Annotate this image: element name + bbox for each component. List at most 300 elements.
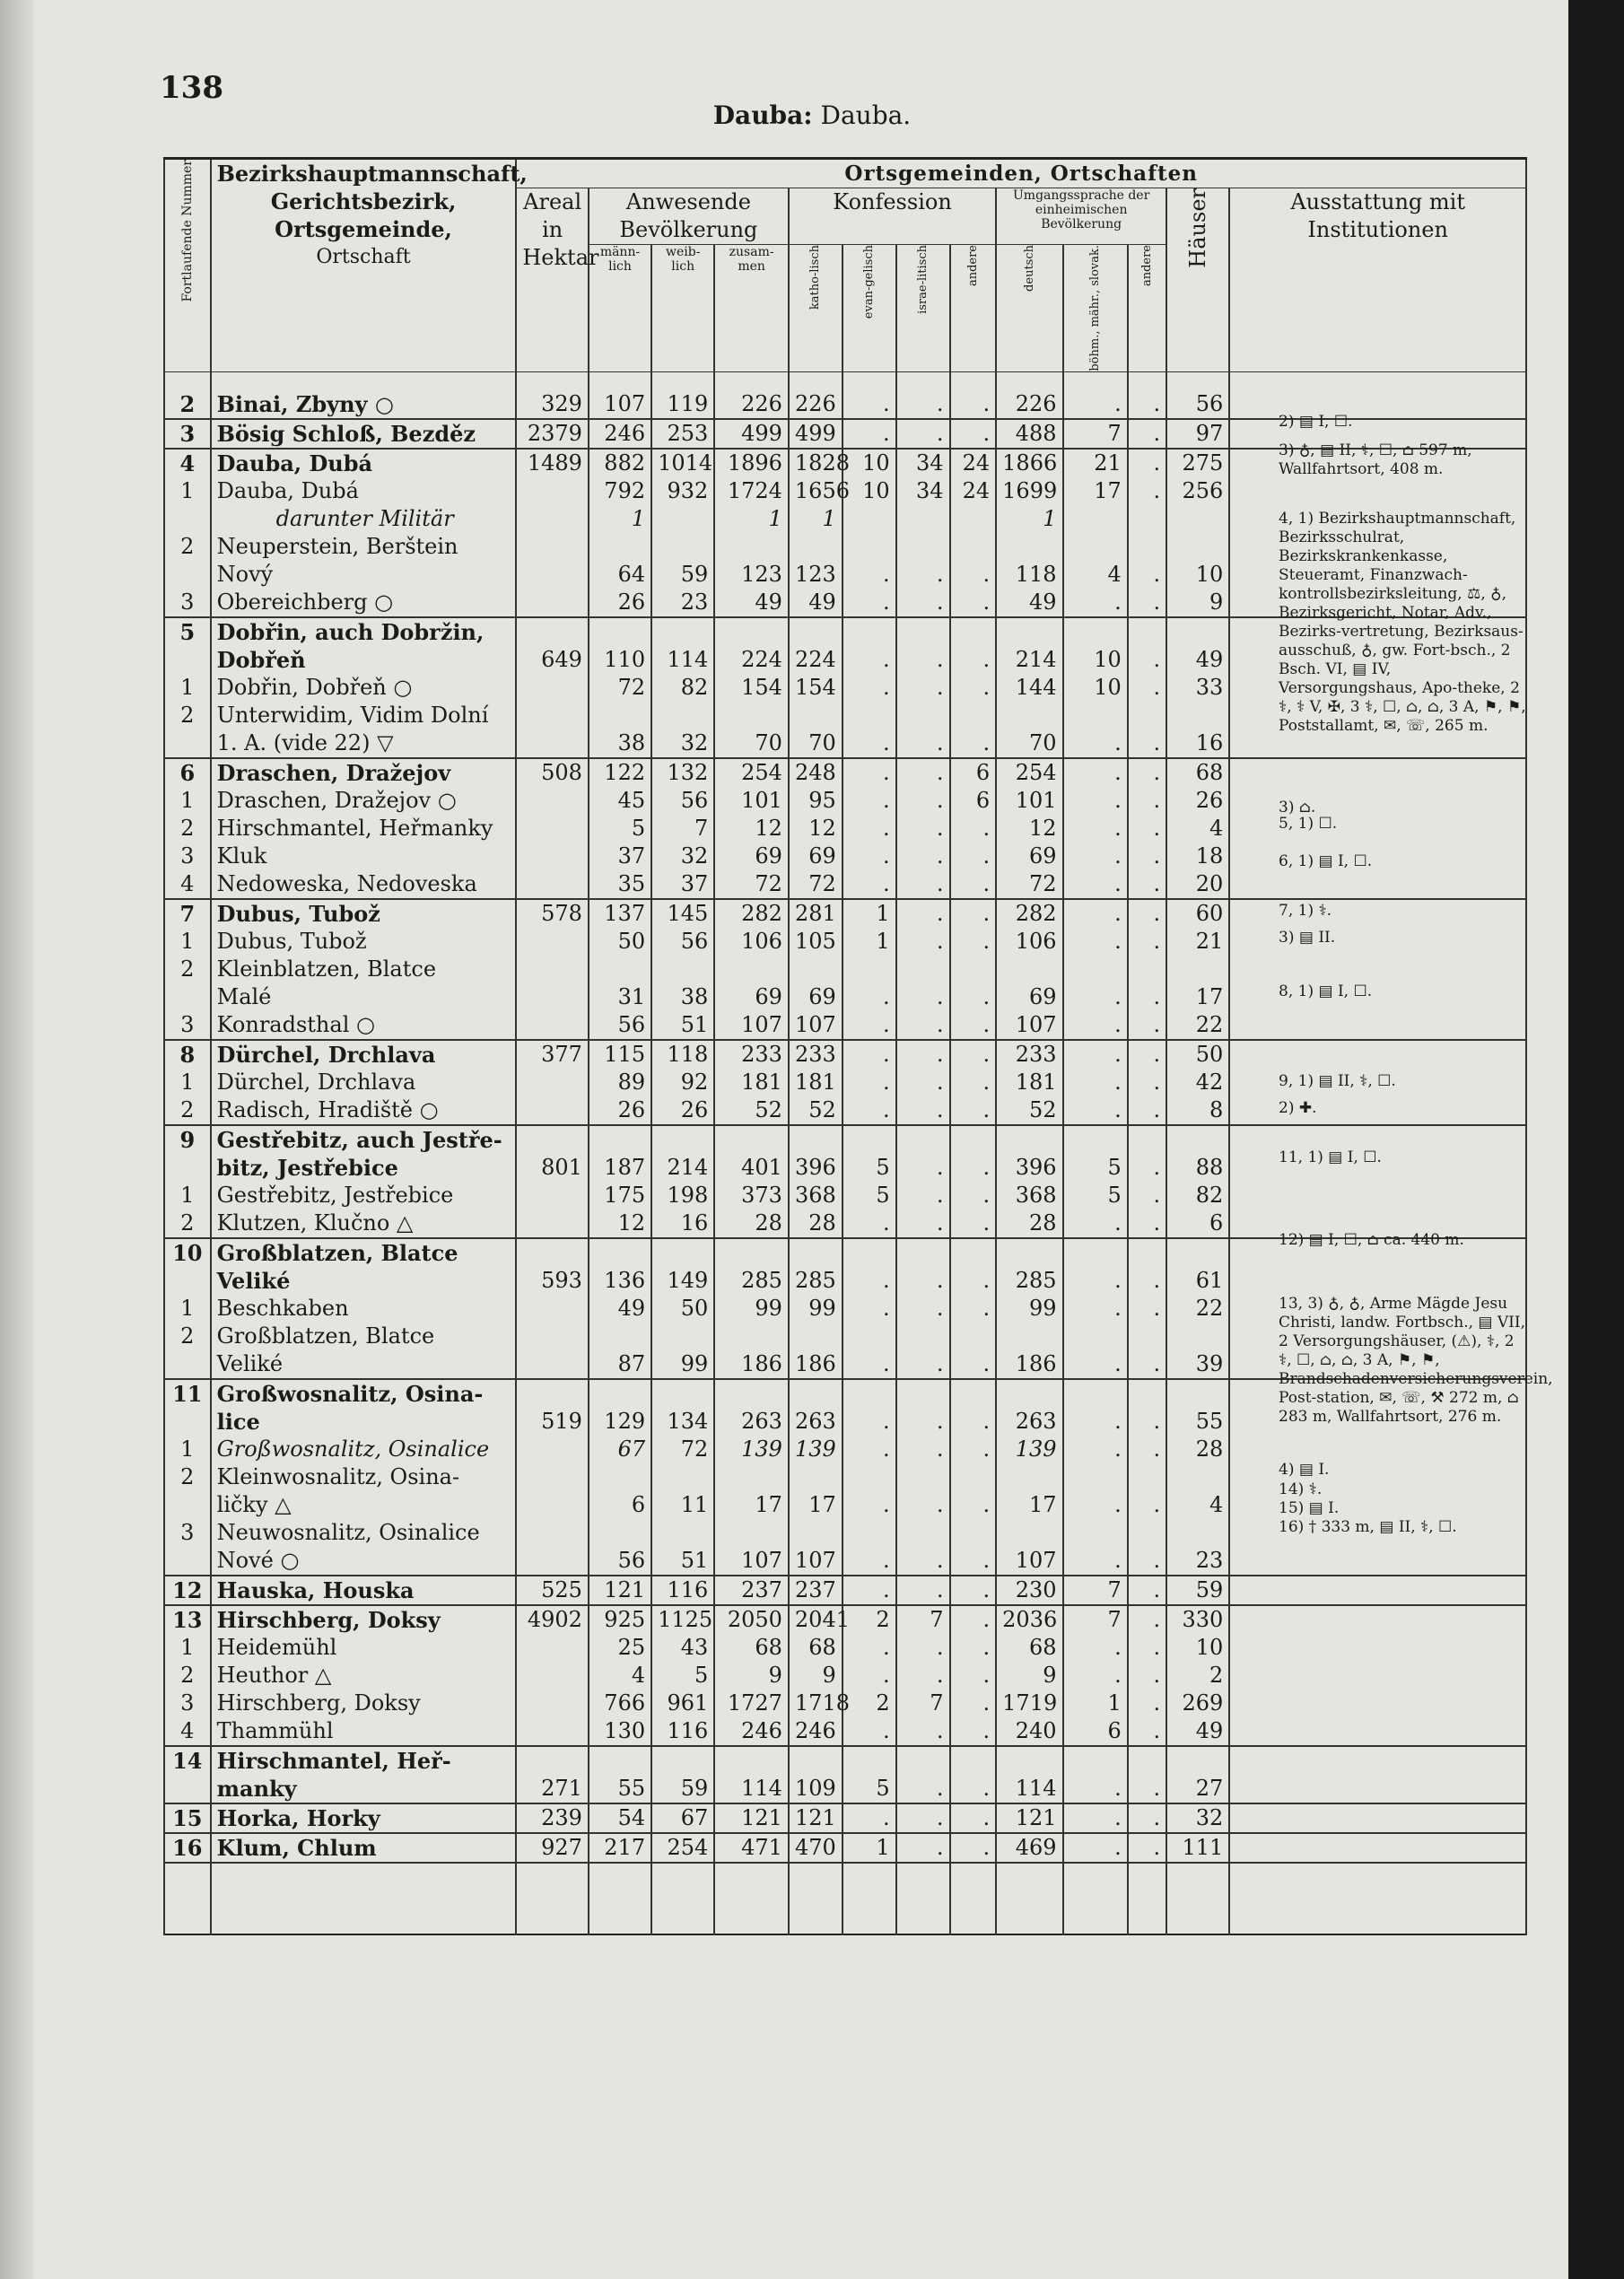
cell-ev: 1: [843, 899, 896, 928]
cell-ev: .: [843, 646, 896, 674]
cell-ev: 5: [843, 1154, 896, 1182]
cell-m: 72: [589, 674, 651, 702]
cell-ev: .: [843, 983, 896, 1011]
table-row: [164, 956, 1526, 983]
place-name: Gestřebitz, auch Jestře-: [211, 1125, 517, 1154]
cell-bo: [1063, 956, 1128, 983]
cell-de: 106: [996, 928, 1062, 956]
cell-w: [651, 1379, 714, 1408]
cell-areal: [516, 1519, 589, 1547]
cell-an2: .: [1128, 758, 1166, 787]
cell-z: 69: [714, 843, 789, 870]
row-number: 1: [164, 928, 211, 956]
cell-z: 226: [714, 390, 789, 419]
ausstattung-entry: 12) ▤ I, ☐, ⌂ ca. 440 m.: [1279, 1231, 1464, 1249]
cell-bo: [1063, 617, 1128, 646]
cell-and: .: [950, 1605, 997, 1634]
row-number: 2: [164, 1323, 211, 1350]
cell-kat: 368: [789, 1182, 843, 1209]
cell-hs: 50: [1166, 1040, 1229, 1069]
header-zusammen: zusam-men: [714, 245, 789, 372]
place-name: Hauska, Houska: [211, 1576, 517, 1605]
cell-and: [950, 956, 997, 983]
scan-dark-edge: [1568, 0, 1624, 2279]
cell-z: [714, 1463, 789, 1491]
row-number: 2: [164, 1096, 211, 1125]
row-number: 1: [164, 1634, 211, 1662]
cell-an2: .: [1128, 1295, 1166, 1323]
place-name: Veliké: [211, 1267, 517, 1295]
cell-areal: 239: [516, 1803, 589, 1833]
cell-bo: .: [1063, 1547, 1128, 1576]
cell-w: 254: [651, 1833, 714, 1863]
cell-bo: 5: [1063, 1182, 1128, 1209]
cell-de: 240: [996, 1717, 1062, 1746]
cell-bo: [1063, 533, 1128, 561]
cell-an2: .: [1128, 899, 1166, 928]
running-title: [0, 100, 1624, 130]
table-row: [164, 477, 1526, 505]
cell-areal: 578: [516, 899, 589, 928]
row-number: 3: [164, 843, 211, 870]
cell-de: 233: [996, 1040, 1062, 1069]
cell-z: 1896: [714, 449, 789, 477]
cell-and: .: [950, 1408, 997, 1436]
cell-an2: .: [1128, 1069, 1166, 1096]
cell-isr: .: [896, 870, 950, 899]
table-row: [164, 1833, 1526, 1863]
cell-z: 139: [714, 1436, 789, 1463]
cell-hs: 32: [1166, 1803, 1229, 1833]
cell-an2: .: [1128, 1662, 1166, 1690]
cell-ev: 10: [843, 449, 896, 477]
cell-w: [651, 617, 714, 646]
place-name: Großwosnalitz, Osina-: [211, 1379, 517, 1408]
header-ortsgemeinden: Ortsgemeinden, Ortschaften: [516, 159, 1526, 188]
cell-kat: 109: [789, 1775, 843, 1803]
cell-w: [651, 1323, 714, 1350]
table-row: [164, 870, 1526, 899]
row-number: 6: [164, 758, 211, 787]
cell-and: .: [950, 1803, 997, 1833]
cell-w: 149: [651, 1267, 714, 1295]
cell-ev: [843, 1323, 896, 1350]
ausstattung-entry: 13, 3) ♁, ♁, Arme Mägde Jesu Christi, landw. Fortbsch., ▤ VII, 2 Versorgungshäuser, (⚠), ⚕, 2 ⚕, ☐, ⌂, ⌂, 3 A, ⚑, ⚑, Brandschadenversicherungsverein, Post-station, ✉, ☏, ⚒ 272 m, ⌂ 283 m, Wallfahrtsort, 276 m.: [1279, 1295, 1553, 1426]
cell-an2: [1128, 956, 1166, 983]
cell-an2: .: [1128, 561, 1166, 589]
cell-an2: .: [1128, 589, 1166, 617]
row-number: 3: [164, 589, 211, 617]
place-name: Horka, Horky: [211, 1803, 517, 1833]
row-number: 1: [164, 1069, 211, 1096]
table-row: [164, 1576, 1526, 1605]
cell-ev: .: [843, 674, 896, 702]
cell-ev: .: [843, 390, 896, 419]
cell-and: .: [950, 1069, 997, 1096]
cell-de: 181: [996, 1069, 1062, 1096]
cell-ev: 2: [843, 1690, 896, 1717]
cell-areal: 4902: [516, 1605, 589, 1634]
cell-areal: 377: [516, 1040, 589, 1069]
table-row: [164, 1717, 1526, 1746]
cell-de: [996, 617, 1062, 646]
cell-an2: .: [1128, 1775, 1166, 1803]
cell-and: .: [950, 1717, 997, 1746]
place-name: Beschkaben: [211, 1295, 517, 1323]
cell-hs: [1166, 956, 1229, 983]
cell-hs: 275: [1166, 449, 1229, 477]
cell-z: [714, 1125, 789, 1154]
row-number: [164, 1775, 211, 1803]
cell-areal: [516, 870, 589, 899]
cell-bo: 7: [1063, 1605, 1128, 1634]
cell-areal: 593: [516, 1267, 589, 1295]
cell-de: [996, 1519, 1062, 1547]
cell-areal: [516, 928, 589, 956]
cell-w: [651, 956, 714, 983]
cell-and: .: [950, 928, 997, 956]
cell-ev: .: [843, 870, 896, 899]
cell-isr: .: [896, 1634, 950, 1662]
running-title-rest: Dauba.: [820, 100, 912, 130]
cell-and: .: [950, 815, 997, 843]
cell-areal: [516, 983, 589, 1011]
place-name: Neuperstein, Berštein: [211, 533, 517, 561]
cell-m: 26: [589, 589, 651, 617]
cell-bo: .: [1063, 928, 1128, 956]
row-number: 1: [164, 674, 211, 702]
cell-m: 31: [589, 983, 651, 1011]
row-number: 3: [164, 1519, 211, 1547]
cell-areal: [516, 729, 589, 758]
cell-ausstattung: [1229, 1011, 1526, 1040]
cell-w: 72: [651, 1436, 714, 1463]
cell-ausstattung: [1229, 1634, 1526, 1662]
cell-w: [651, 505, 714, 533]
cell-areal: 927: [516, 1833, 589, 1863]
cell-z: 123: [714, 561, 789, 589]
cell-areal: [516, 505, 589, 533]
cell-an2: .: [1128, 1154, 1166, 1182]
cell-m: 45: [589, 787, 651, 815]
cell-kat: 139: [789, 1436, 843, 1463]
cell-m: 792: [589, 477, 651, 505]
cell-w: 99: [651, 1350, 714, 1379]
row-number: 3: [164, 419, 211, 449]
cell-isr: .: [896, 1833, 950, 1863]
header-nr: Fortlaufende Nummer: [164, 159, 211, 372]
header-konfession: Konfession: [789, 188, 996, 245]
cell-w: [651, 1125, 714, 1154]
cell-w: 56: [651, 787, 714, 815]
cell-an2: .: [1128, 390, 1166, 419]
place-name: Klutzen, Klučno △: [211, 1209, 517, 1238]
page-number: 138: [160, 70, 223, 106]
ausstattung-entry: 2) ▤ I, ☐.: [1279, 413, 1353, 431]
row-number: 2: [164, 1209, 211, 1238]
cell-isr: .: [896, 843, 950, 870]
cell-isr: .: [896, 646, 950, 674]
cell-bo: 21: [1063, 449, 1128, 477]
cell-areal: [516, 1096, 589, 1125]
cell-areal: [516, 1238, 589, 1267]
cell-ev: [843, 617, 896, 646]
place-name: Bösig Schloß, Bezděz: [211, 419, 517, 449]
cell-ev: .: [843, 1634, 896, 1662]
cell-kat: 95: [789, 787, 843, 815]
cell-bo: .: [1063, 1803, 1128, 1833]
cell-an2: [1128, 1379, 1166, 1408]
cell-hs: 9: [1166, 589, 1229, 617]
cell-hs: 18: [1166, 843, 1229, 870]
cell-de: 469: [996, 1833, 1062, 1863]
place-name: Heidemühl: [211, 1634, 517, 1662]
cell-de: 1: [996, 505, 1062, 533]
cell-isr: [896, 1125, 950, 1154]
cell-z: 69: [714, 983, 789, 1011]
cell-ev: [843, 505, 896, 533]
cell-m: 49: [589, 1295, 651, 1323]
cell-w: 214: [651, 1154, 714, 1182]
cell-z: 107: [714, 1011, 789, 1040]
cell-areal: [516, 1350, 589, 1379]
cell-hs: [1166, 1746, 1229, 1775]
cell-w: 59: [651, 561, 714, 589]
place-name: ličky △: [211, 1491, 517, 1519]
row-number: 2: [164, 956, 211, 983]
place-name: 1. A. (vide 22) ▽: [211, 729, 517, 758]
place-name: Veliké: [211, 1350, 517, 1379]
cell-de: 2036: [996, 1605, 1062, 1634]
cell-z: 263: [714, 1408, 789, 1436]
row-number: [164, 561, 211, 589]
cell-bo: .: [1063, 1267, 1128, 1295]
row-number: 2: [164, 815, 211, 843]
cell-z: 17: [714, 1491, 789, 1519]
cell-ausstattung: [1229, 956, 1526, 983]
cell-hs: 61: [1166, 1267, 1229, 1295]
cell-isr: .: [896, 928, 950, 956]
cell-ev: .: [843, 1717, 896, 1746]
cell-ev: [843, 1125, 896, 1154]
cell-an2: .: [1128, 983, 1166, 1011]
cell-ev: 1: [843, 928, 896, 956]
cell-ev: .: [843, 1209, 896, 1238]
cell-and: [950, 1379, 997, 1408]
cell-kat: 1828: [789, 449, 843, 477]
cell-w: [651, 702, 714, 729]
cell-areal: [516, 1634, 589, 1662]
cell-isr: [896, 1379, 950, 1408]
cell-z: 68: [714, 1634, 789, 1662]
cell-isr: .: [896, 1547, 950, 1576]
cell-areal: [516, 787, 589, 815]
cell-an2: .: [1128, 1209, 1166, 1238]
cell-de: 52: [996, 1096, 1062, 1125]
cell-an2: .: [1128, 1690, 1166, 1717]
cell-areal: [516, 1547, 589, 1576]
cell-w: [651, 1746, 714, 1775]
cell-hs: 27: [1166, 1775, 1229, 1803]
cell-an2: [1128, 1519, 1166, 1547]
cell-areal: [516, 1295, 589, 1323]
cell-ev: .: [843, 589, 896, 617]
header-katholisch: katho-lisch: [789, 245, 843, 372]
table-row: [164, 1775, 1526, 1803]
cell-kat: 12: [789, 815, 843, 843]
row-number: 5: [164, 617, 211, 646]
cell-kat: 246: [789, 1717, 843, 1746]
cell-de: 285: [996, 1267, 1062, 1295]
header-areal: Areal in Hektar: [516, 188, 589, 372]
cell-ev: [843, 702, 896, 729]
cell-isr: .: [896, 1267, 950, 1295]
cell-an2: [1128, 1746, 1166, 1775]
cell-an2: .: [1128, 674, 1166, 702]
place-name: Großwosnalitz, Osinalice: [211, 1436, 517, 1463]
ausstattung-entry: 11, 1) ▤ I, ☐.: [1279, 1148, 1382, 1166]
cell-m: [589, 1125, 651, 1154]
cell-m: 122: [589, 758, 651, 787]
cell-de: 107: [996, 1011, 1062, 1040]
cell-de: 68: [996, 1634, 1062, 1662]
cell-w: 961: [651, 1690, 714, 1717]
cell-ev: 5: [843, 1775, 896, 1803]
cell-w: 51: [651, 1011, 714, 1040]
cell-ev: 1: [843, 1833, 896, 1863]
table-row: [164, 1605, 1526, 1634]
cell-de: [996, 1746, 1062, 1775]
cell-m: [589, 956, 651, 983]
cell-bo: .: [1063, 589, 1128, 617]
cell-areal: [516, 1662, 589, 1690]
cell-de: 17: [996, 1491, 1062, 1519]
cell-hs: 39: [1166, 1350, 1229, 1379]
cell-and: .: [950, 1436, 997, 1463]
row-number: 4: [164, 870, 211, 899]
cell-z: 224: [714, 646, 789, 674]
cell-de: [996, 956, 1062, 983]
cell-an2: .: [1128, 1491, 1166, 1519]
cell-ev: .: [843, 1267, 896, 1295]
place-name: Hirschmantel, Heř-: [211, 1746, 517, 1775]
cell-hs: 17: [1166, 983, 1229, 1011]
cell-bo: .: [1063, 1436, 1128, 1463]
cell-bo: .: [1063, 870, 1128, 899]
cell-m: 130: [589, 1717, 651, 1746]
cell-hs: 49: [1166, 646, 1229, 674]
cell-z: 28: [714, 1209, 789, 1238]
place-name: Obereichberg ○: [211, 589, 517, 617]
cell-ausstattung: [1229, 1182, 1526, 1209]
cell-m: [589, 533, 651, 561]
row-number: 13: [164, 1605, 211, 1634]
cell-hs: 23: [1166, 1547, 1229, 1576]
row-number: 4: [164, 1717, 211, 1746]
place-name: Klum, Chlum: [211, 1833, 517, 1863]
place-name: Dürchel, Drchlava: [211, 1069, 517, 1096]
cell-hs: [1166, 533, 1229, 561]
cell-w: 59: [651, 1775, 714, 1803]
cell-and: [950, 1519, 997, 1547]
cell-z: 499: [714, 419, 789, 449]
cell-z: 254: [714, 758, 789, 787]
cell-de: 254: [996, 758, 1062, 787]
place-name: Dubus, Tubož: [211, 928, 517, 956]
cell-isr: .: [896, 815, 950, 843]
cell-m: 129: [589, 1408, 651, 1436]
cell-kat: 28: [789, 1209, 843, 1238]
cell-bo: 4: [1063, 561, 1128, 589]
cell-kat: 107: [789, 1011, 843, 1040]
cell-bo: .: [1063, 1011, 1128, 1040]
place-name: Kluk: [211, 843, 517, 870]
cell-kat: 69: [789, 983, 843, 1011]
cell-ausstattung: [1229, 758, 1526, 787]
cell-hs: [1166, 1519, 1229, 1547]
cell-isr: 34: [896, 449, 950, 477]
cell-and: .: [950, 1209, 997, 1238]
cell-bo: .: [1063, 1096, 1128, 1125]
cell-ev: [843, 1463, 896, 1491]
cell-m: [589, 702, 651, 729]
cell-bo: .: [1063, 1209, 1128, 1238]
cell-hs: 56: [1166, 390, 1229, 419]
cell-an2: .: [1128, 729, 1166, 758]
cell-and: .: [950, 843, 997, 870]
cell-w: 56: [651, 928, 714, 956]
place-name: darunter Militär: [211, 505, 517, 533]
cell-ev: .: [843, 419, 896, 449]
cell-and: .: [950, 390, 997, 419]
cell-an2: .: [1128, 1634, 1166, 1662]
cell-hs: 26: [1166, 787, 1229, 815]
cell-an2: [1128, 617, 1166, 646]
cell-bo: 17: [1063, 477, 1128, 505]
cell-w: 92: [651, 1069, 714, 1096]
cell-de: 107: [996, 1547, 1062, 1576]
cell-m: 55: [589, 1775, 651, 1803]
cell-ev: .: [843, 729, 896, 758]
cell-hs: 4: [1166, 1491, 1229, 1519]
cell-hs: 68: [1166, 758, 1229, 787]
cell-m: [589, 1519, 651, 1547]
cell-isr: [896, 533, 950, 561]
cell-bo: [1063, 1125, 1128, 1154]
cell-ausstattung: [1229, 1717, 1526, 1746]
cell-kat: 226: [789, 390, 843, 419]
cell-and: .: [950, 1775, 997, 1803]
ausstattung-entry: 14) ⚕.: [1279, 1480, 1323, 1498]
ausstattung-entry: 3) ⌂.: [1279, 799, 1316, 816]
cell-m: 1: [589, 505, 651, 533]
cell-hs: 111: [1166, 1833, 1229, 1863]
cell-hs: 256: [1166, 477, 1229, 505]
cell-bo: [1063, 1238, 1128, 1267]
cell-w: 37: [651, 870, 714, 899]
cell-areal: 525: [516, 1576, 589, 1605]
cell-areal: [516, 1463, 589, 1491]
cell-w: 23: [651, 589, 714, 617]
cell-kat: 499: [789, 419, 843, 449]
ausstattung-entry: 9, 1) ▤ II, ⚕, ☐.: [1279, 1072, 1396, 1090]
cell-areal: [516, 1011, 589, 1040]
cell-bo: .: [1063, 899, 1128, 928]
cell-areal: 1489: [516, 449, 589, 477]
cell-bo: .: [1063, 1833, 1128, 1863]
place-name: Dobřeň: [211, 646, 517, 674]
row-number: 2: [164, 1463, 211, 1491]
